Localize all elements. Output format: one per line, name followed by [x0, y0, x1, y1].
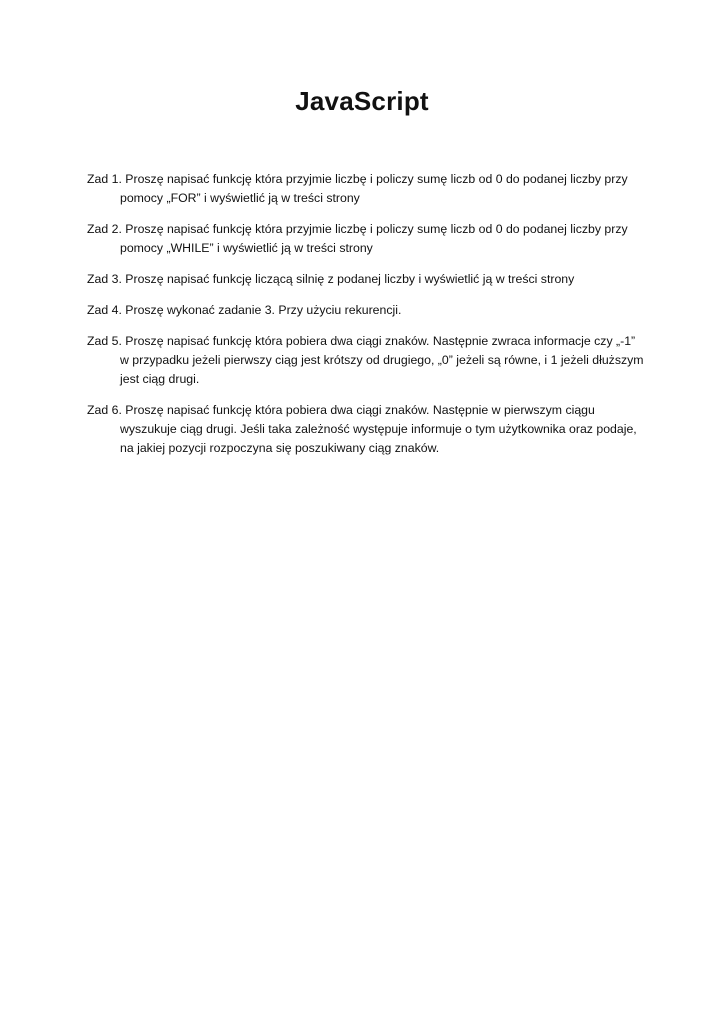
task-item-2: Zad 2. Proszę napisać funkcję która przyjmie liczbę i policzy sumę liczb od 0 do podanej liczby przy pomocy „WHILE” i wyświetlić ją w treści strony [87, 222, 628, 255]
document-title: JavaScript [295, 86, 429, 116]
task-list [87, 170, 647, 470]
task-item-5: Zad 5. Proszę napisać funkcję która pobiera dwa ciągi znaków. Następnie zwraca informacje czy „-1” w przypadku jeżeli pierwszy ciąg jest krótszy od drugiego, „0” jeżeli są równe, i 1 jeżeli dłuższym jest ciąg drugi. [87, 334, 644, 386]
task-item-6: Zad 6. Proszę napisać funkcję która pobiera dwa ciągi znaków. Następnie w pierwszym ciągu wyszukuje ciąg drugi. Jeśli taka zależność występuje informuje o tym użytkownika oraz podaje, na jakiej pozycji rozpoczyna się poszukiwany ciąg znaków. [87, 403, 637, 455]
task-item-4: Zad 4. Proszę wykonać zadanie 3. Przy użyciu rekurencji. [87, 303, 402, 317]
task-item-1: Zad 1. Proszę napisać funkcję która przyjmie liczbę i policzy sumę liczb od 0 do podanej liczby przy pomocy „FOR” i wyświetlić ją w treści strony [87, 172, 628, 205]
task-item-3: Zad 3. Proszę napisać funkcję liczącą silnię z podanej liczby i wyświetlić ją w treści strony [87, 272, 575, 286]
